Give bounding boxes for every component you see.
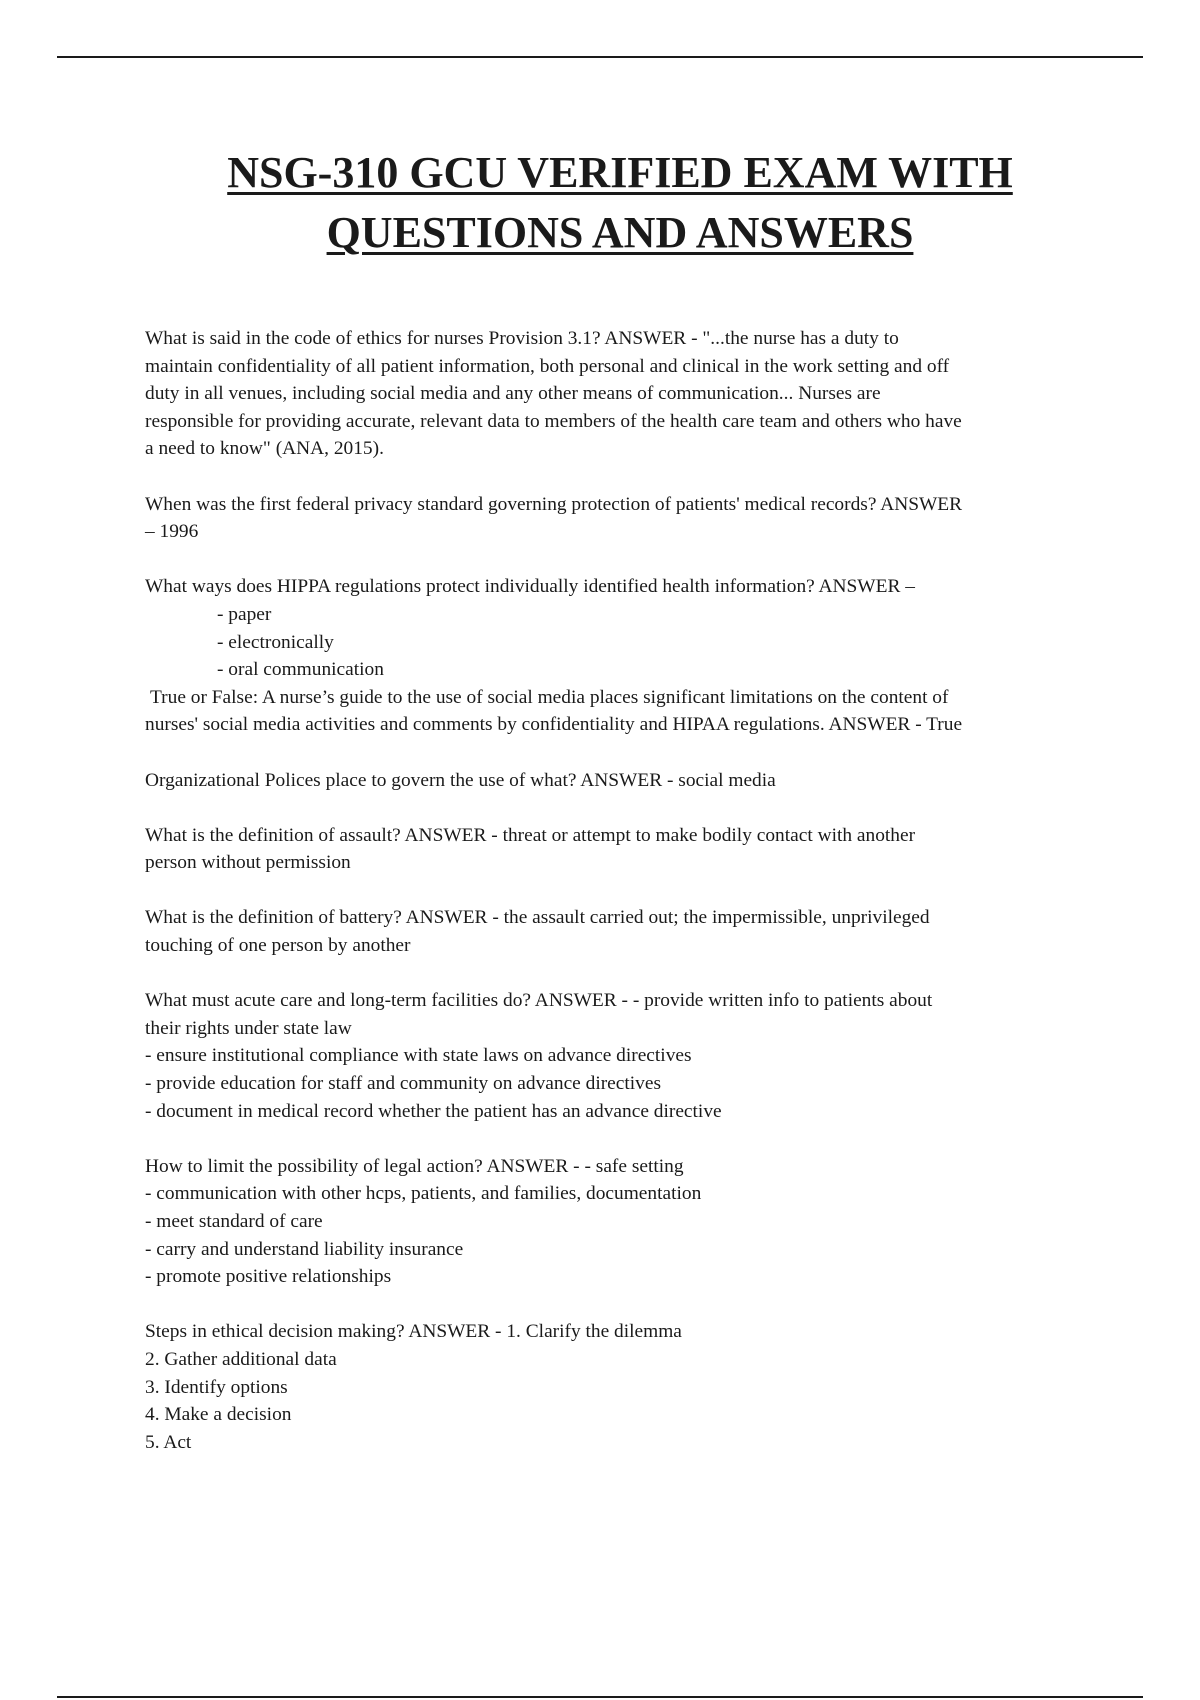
bullet-item: - document in medical record whether the patient has an advance directive	[145, 1100, 722, 1122]
qa-item-ethical-steps	[145, 1318, 1090, 1456]
bullet-item: - meet standard of care	[145, 1211, 323, 1232]
bullet-item: - electronically	[217, 631, 334, 653]
bullet-item: - oral communication	[217, 659, 384, 681]
document-body	[145, 325, 1090, 1456]
qa-line: Steps in ethical decision making? ANSWER - 1. Clarify the dilemma	[145, 1321, 682, 1343]
bullet-item: - communication with other hcps, patients, and families, documentation	[145, 1183, 702, 1205]
title-line: NSG-310 GCU VERIFIED EXAM WITH	[227, 148, 1013, 197]
qa-line: nurses' social media activities and comments by confidentiality and HIPAA regulations. ANSWER - True	[145, 714, 963, 736]
qa-item-assault	[145, 822, 1090, 877]
qa-item-privacy-standard	[145, 491, 1090, 546]
numbered-item: 4. Make a decision	[145, 1404, 292, 1426]
bullet-item: - promote positive relationships	[145, 1266, 392, 1288]
spacer	[145, 794, 1090, 822]
qa-item-provision	[145, 325, 1090, 463]
qa-line: person without permission	[145, 852, 351, 874]
qa-line: Organizational Polices place to govern the use of what? ANSWER - social media	[145, 769, 776, 791]
bottom-rule	[57, 1696, 1143, 1698]
spacer	[145, 1125, 1090, 1153]
qa-line: True or False: A nurse’s guide to the use of social media places significant limitations on the content of	[150, 686, 949, 708]
qa-line: How to limit the possibility of legal action? ANSWER - - safe setting	[145, 1155, 684, 1177]
qa-line: their rights under state law	[145, 1017, 352, 1039]
qa-line: What is said in the code of ethics for nurses Provision 3.1? ANSWER - "...the nurse has a duty to	[145, 328, 899, 349]
numbered-item: 2. Gather additional data	[145, 1348, 337, 1370]
qa-line: responsible for providing accurate, relevant data to members of the health care team and others who have	[145, 410, 962, 432]
numbered-item: 5. Act	[145, 1431, 192, 1453]
qa-item-hippa	[145, 573, 1090, 739]
spacer	[145, 1291, 1090, 1319]
qa-line: touching of one person by another	[145, 935, 411, 957]
qa-line: When was the first federal privacy standard governing protection of patients' medical records? ANSWER	[145, 493, 963, 515]
spacer	[145, 960, 1090, 988]
qa-item-policies	[145, 767, 1090, 795]
qa-line: a need to know" (ANA, 2015).	[145, 438, 384, 460]
qa-item-facilities	[145, 987, 1090, 1125]
top-rule	[57, 56, 1143, 58]
bullet-item: - carry and understand liability insurance	[145, 1238, 464, 1260]
numbered-item: 3. Identify options	[145, 1376, 288, 1398]
spacer	[145, 546, 1090, 574]
qa-line: duty in all venues, including social media and any other means of communication... Nurses are	[145, 383, 881, 405]
bullet-item: - ensure institutional compliance with state laws on advance directives	[145, 1045, 692, 1067]
qa-line: maintain confidentiality of all patient information, both personal and clinical in the work setting and off	[145, 355, 950, 377]
qa-item-battery	[145, 904, 1090, 959]
qa-line: What ways does HIPPA regulations protect individually identified health information? ANSWER –	[145, 576, 915, 598]
document-title	[140, 143, 1100, 263]
spacer	[145, 877, 1090, 905]
spacer	[145, 463, 1090, 491]
title-line: QUESTIONS AND ANSWERS	[326, 208, 914, 257]
bullet-item: - provide education for staff and community on advance directives	[145, 1073, 662, 1095]
qa-line: What must acute care and long-term facilities do? ANSWER - - provide written info to patients about	[145, 990, 933, 1012]
qa-line: What is the definition of battery? ANSWER - the assault carried out; the impermissible, unprivileged	[145, 907, 930, 929]
qa-line: What is the definition of assault? ANSWER - threat or attempt to make bodily contact with another	[145, 824, 916, 846]
qa-line: – 1996	[145, 521, 199, 543]
spacer	[145, 739, 1090, 767]
bullet-item: - paper	[217, 603, 272, 625]
qa-item-legal-action	[145, 1153, 1090, 1291]
